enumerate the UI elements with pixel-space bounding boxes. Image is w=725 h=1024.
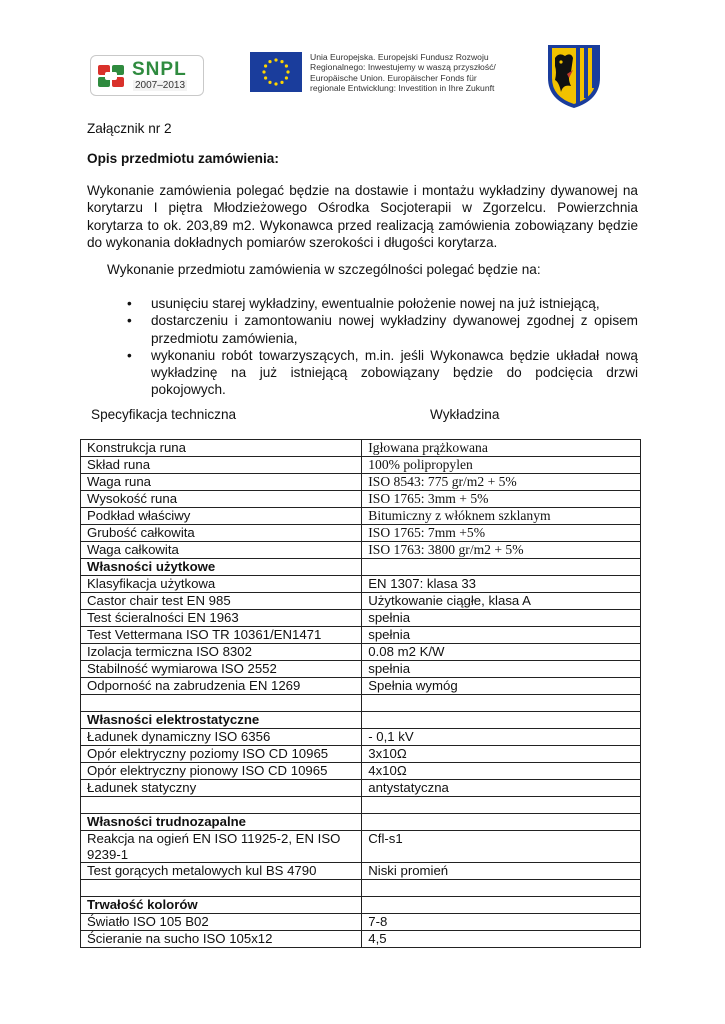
table-cell-value: ISO 8543: 775 gr/m2 + 5%: [362, 474, 641, 491]
spec-right-label: Wykładzina: [430, 407, 500, 422]
table-row: [81, 627, 641, 644]
table-cell-value: spełnia: [362, 610, 641, 627]
table-cell-value: Niski promień: [362, 863, 641, 880]
table-row: [81, 440, 641, 457]
table-cell-property: Grubość całkowita: [81, 525, 362, 542]
table-row: [81, 931, 641, 948]
table-row: [81, 491, 641, 508]
table-cell-value: [362, 797, 641, 814]
table-row: [81, 897, 641, 914]
eu-flag-icon: [250, 52, 302, 92]
table-row: [81, 729, 641, 746]
eu-text-line: Unia Europejska. Europejski Fundusz Rozwoju: [310, 52, 489, 62]
table-row: [81, 559, 641, 576]
snpl-logo-text: SNPL: [132, 59, 187, 80]
specification-table: [80, 439, 641, 948]
table-row: [81, 610, 641, 627]
list-item-text: dostarczeniu i zamontowaniu nowej wykładziny dywanowej zgodnej z opisem przedmiotu zamówienia,: [151, 313, 638, 346]
table-row: [81, 474, 641, 491]
table-cell-value: 100% polipropylen: [362, 457, 641, 474]
table-cell-property: Test Vettermana ISO TR 10361/EN1471: [81, 627, 362, 644]
table-cell-property: Konstrukcja runa: [81, 440, 362, 457]
table-row: [81, 712, 641, 729]
eu-funding-text: [310, 52, 520, 94]
list-item: [127, 312, 638, 347]
table-cell-property: Własności trudnozapalne: [81, 814, 362, 831]
table-cell-property: Opór elektryczny poziomy ISO CD 10965: [81, 746, 362, 763]
table-cell-value: Igłowana prążkowana: [362, 440, 641, 457]
table-cell-value: Spełnia wymóg: [362, 678, 641, 695]
document-heading: Opis przedmiotu zamówienia:: [87, 151, 279, 166]
bullet-icon: •: [127, 313, 132, 329]
table-cell-value: [362, 897, 641, 914]
table-cell-property: Castor chair test EN 985: [81, 593, 362, 610]
table-cell-property: Opór elektryczny pionowy ISO CD 10965: [81, 763, 362, 780]
table-cell-value: - 0,1 kV: [362, 729, 641, 746]
table-cell-property: [81, 880, 362, 897]
table-cell-property: Własności użytkowe: [81, 559, 362, 576]
eu-text-line: Regionalnego: Inwestujemy w waszą przyszłość/: [310, 62, 496, 73]
table-row: [81, 763, 641, 780]
table-row: [81, 508, 641, 525]
table-cell-property: Izolacja termiczna ISO 8302: [81, 644, 362, 661]
table-row: [81, 914, 641, 931]
table-row: [81, 661, 641, 678]
table-cell-property: [81, 695, 362, 712]
table-row: [81, 644, 641, 661]
table-cell-property: Wysokość runa: [81, 491, 362, 508]
table-cell-value: antystatyczna: [362, 780, 641, 797]
snpl-logo: [90, 55, 204, 96]
table-cell-value: EN 1307: klasa 33: [362, 576, 641, 593]
table-row: [81, 880, 641, 897]
eu-text-line: regionale Entwicklung: Investition in Ihre Zukunft: [310, 83, 495, 94]
table-cell-value: ISO 1765: 7mm +5%: [362, 525, 641, 542]
table-cell-value: 7-8: [362, 914, 641, 931]
table-cell-property: Waga całkowita: [81, 542, 362, 559]
table-cell-value: Użytkowanie ciągłe, klasa A: [362, 593, 641, 610]
bullet-icon: •: [127, 347, 132, 363]
scope-intro: Wykonanie przedmiotu zamówienia w szczególności polegać będzie na:: [107, 262, 541, 277]
table-cell-property: Test gorących metalowych kul BS 4790: [81, 863, 362, 880]
table-row: [81, 457, 641, 474]
table-row: [81, 831, 641, 863]
table-cell-value: Bitumiczny z włóknem szklanym: [362, 508, 641, 525]
table-row: [81, 780, 641, 797]
table-row: [81, 797, 641, 814]
table-cell-property: Skład runa: [81, 457, 362, 474]
snpl-logo-years: 2007–2013: [135, 80, 186, 91]
list-item: [127, 295, 638, 312]
scope-bullet-list: [127, 295, 638, 399]
list-item-text: wykonaniu robót towarzyszących, m.in. jeśli Wykonawca będzie układał nową wykładzinę na już istniejącą zobowiązany będzie do podcięcia drzwi pokojowych.: [151, 347, 638, 398]
annex-label: Załącznik nr 2: [87, 121, 172, 136]
table-cell-property: Test ścieralności EN 1963: [81, 610, 362, 627]
table-row: [81, 576, 641, 593]
table-cell-property: Podkład właściwy: [81, 508, 362, 525]
table-row: [81, 525, 641, 542]
table-row: [81, 593, 641, 610]
table-cell-value: 4,5: [362, 931, 641, 948]
table-row: [81, 746, 641, 763]
coat-of-arms-icon: [545, 42, 603, 110]
table-row: [81, 863, 641, 880]
table-cell-property: Trwałość kolorów: [81, 897, 362, 914]
specification-table-body: [81, 440, 641, 948]
table-cell-value: [362, 695, 641, 712]
table-cell-value: Cfl-s1: [362, 831, 641, 863]
table-cell-property: [81, 797, 362, 814]
spec-left-label: Specyfikacja techniczna: [91, 407, 237, 422]
table-cell-value: ISO 1763: 3800 gr/m2 + 5%: [362, 542, 641, 559]
table-cell-value: [362, 880, 641, 897]
list-item-text: usunięciu starej wykładziny, ewentualnie położenie nowej na już istniejącą,: [151, 296, 600, 311]
bullet-icon: •: [127, 296, 132, 311]
table-row: [81, 678, 641, 695]
table-cell-property: Ładunek statyczny: [81, 780, 362, 797]
table-cell-property: Odporność na zabrudzenia EN 1269: [81, 678, 362, 695]
table-cell-property: Stabilność wymiarowa ISO 2552: [81, 661, 362, 678]
table-cell-property: Klasyfikacja użytkowa: [81, 576, 362, 593]
table-cell-value: spełnia: [362, 661, 641, 678]
table-row: [81, 814, 641, 831]
table-cell-property: Reakcja na ogień EN ISO 11925-2, EN ISO 9239-1: [81, 831, 362, 863]
table-cell-value: [362, 814, 641, 831]
table-row: [81, 695, 641, 712]
table-cell-property: Ścieranie na sucho ISO 105x12: [81, 931, 362, 948]
table-cell-value: [362, 712, 641, 729]
table-cell-value: [362, 559, 641, 576]
table-cell-property: Ładunek dynamiczny ISO 6356: [81, 729, 362, 746]
eu-text-line: Europäische Union. Europäischer Fonds für: [310, 72, 477, 83]
list-item: [127, 347, 638, 399]
table-cell-value: spełnia: [362, 627, 641, 644]
table-row: [81, 542, 641, 559]
table-cell-property: Własności elektrostatyczne: [81, 712, 362, 729]
table-cell-property: Światło ISO 105 B02: [81, 914, 362, 931]
table-cell-value: ISO 1765: 3mm + 5%: [362, 491, 641, 508]
table-cell-value: 4x10Ω: [362, 763, 641, 780]
description-paragraph: Wykonanie zamówienia polegać będzie na dostawie i montażu wykładziny dywanowej na korytarzu I piętra Młodzieżowego Ośrodka Socjoterapii w Zgorzelcu. Powierzchnia korytarza to ok. 203,89 m2. Wykonawca przed realizacją zamówienia zobowiązany będzie do wykonania dokładnych pomiarów szerokości i długości korytarza.: [87, 183, 638, 250]
table-cell-property: Waga runa: [81, 474, 362, 491]
table-cell-value: 3x10Ω: [362, 746, 641, 763]
snpl-emblem-icon: [96, 62, 126, 90]
table-cell-value: 0.08 m2 K/W: [362, 644, 641, 661]
